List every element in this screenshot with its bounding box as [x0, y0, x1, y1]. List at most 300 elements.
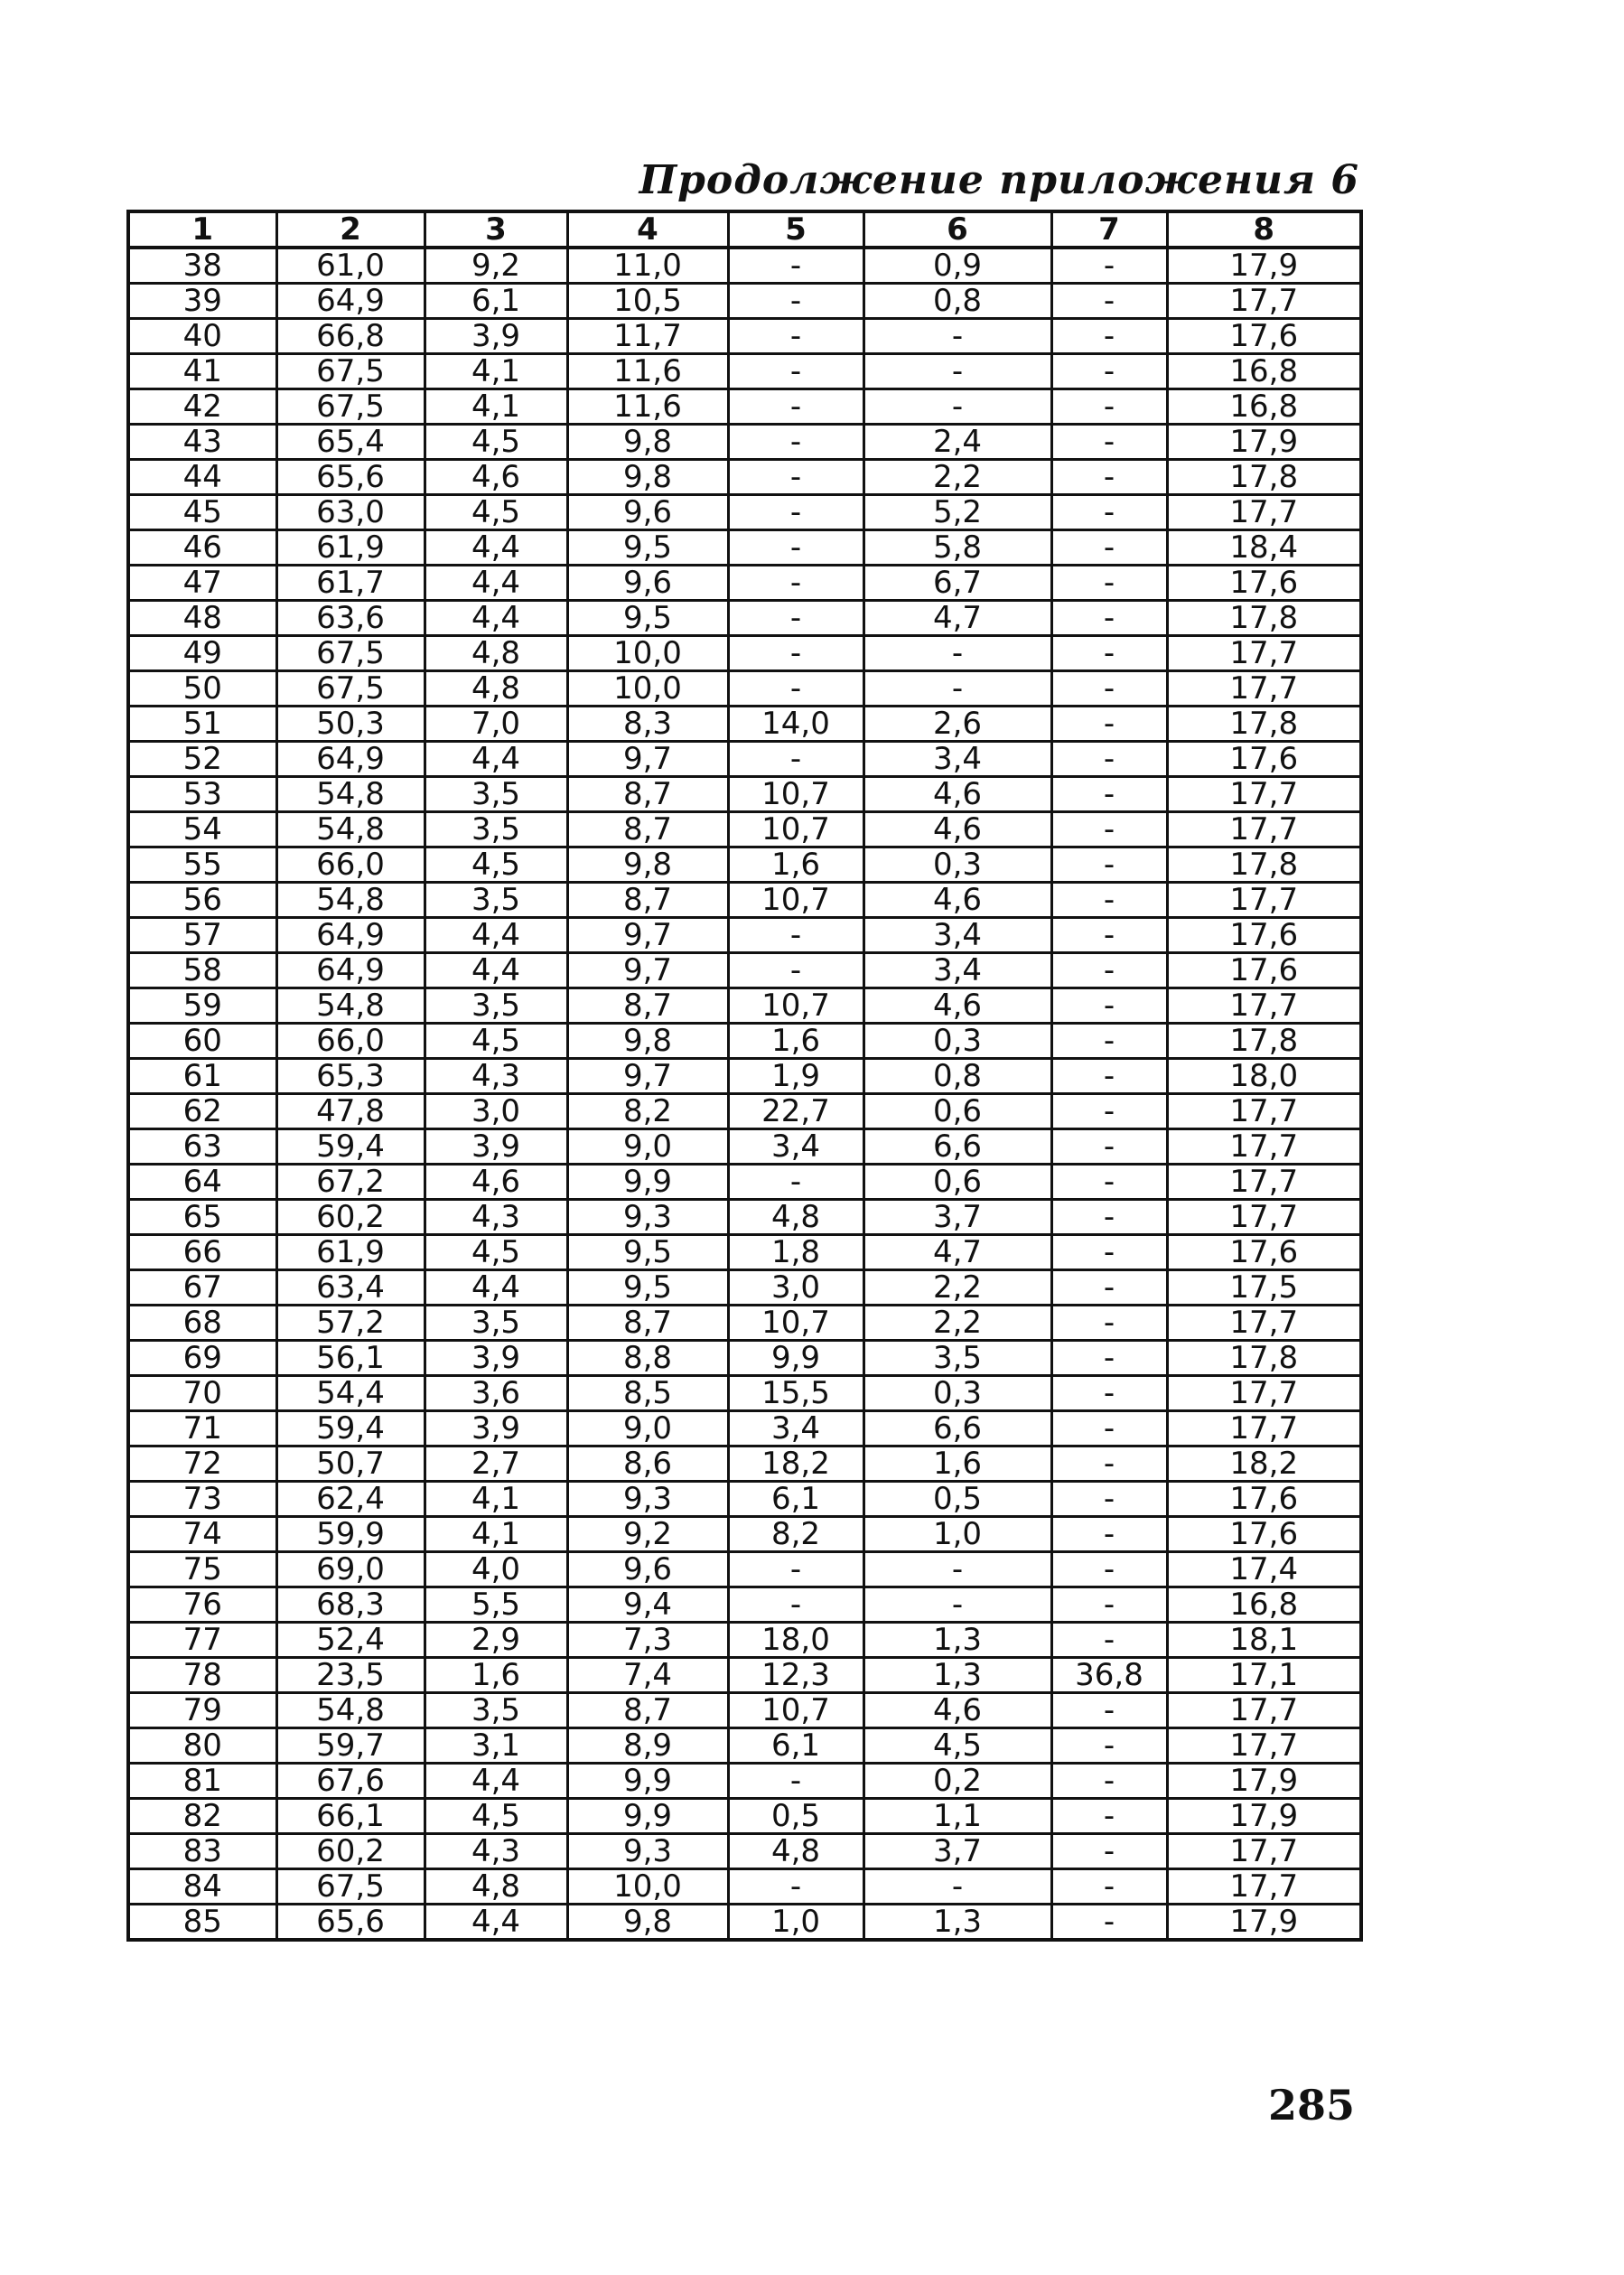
table-cell-col-7: - [1051, 1059, 1167, 1094]
table-cell-col-2: 64,9 [276, 742, 425, 777]
table-cell-col-1: 39 [128, 284, 276, 319]
table-cell-col-3: 3,5 [425, 1693, 567, 1728]
table-row [128, 883, 1361, 918]
table-cell-col-2: 54,8 [276, 1693, 425, 1728]
table-row [128, 1905, 1361, 1941]
table-cell-col-1: 66 [128, 1235, 276, 1270]
table-cell-col-8: 17,7 [1167, 1376, 1361, 1411]
column-header-4: 4 [567, 211, 728, 248]
table-cell-col-2: 61,9 [276, 1235, 425, 1270]
table-cell-col-3: 4,1 [425, 1517, 567, 1552]
table-row [128, 1306, 1361, 1341]
table-row [128, 1552, 1361, 1587]
table-cell-col-8: 17,4 [1167, 1552, 1361, 1587]
table-cell-col-6: 4,5 [863, 1728, 1051, 1764]
table-cell-col-8: 17,8 [1167, 1024, 1361, 1059]
table-cell-col-4: 8,7 [567, 1693, 728, 1728]
table-cell-col-6: - [863, 636, 1051, 671]
table-cell-col-8: 17,7 [1167, 988, 1361, 1024]
table-cell-col-7: - [1051, 1024, 1167, 1059]
table-cell-col-5: 1,9 [728, 1059, 863, 1094]
page-number: 285 [1267, 2081, 1355, 2130]
table-row [128, 671, 1361, 707]
table-cell-col-3: 3,1 [425, 1728, 567, 1764]
table-cell-col-4: 8,7 [567, 883, 728, 918]
table-cell-col-3: 4,6 [425, 460, 567, 495]
table-cell-col-1: 65 [128, 1200, 276, 1235]
table-row [128, 1623, 1361, 1658]
table-cell-col-5: - [728, 1552, 863, 1587]
table-cell-col-8: 17,7 [1167, 812, 1361, 847]
table-cell-col-2: 54,8 [276, 883, 425, 918]
table-cell-col-3: 4,5 [425, 425, 567, 460]
table-cell-col-2: 63,6 [276, 601, 425, 636]
column-header-2: 2 [276, 211, 425, 248]
table-cell-col-7: - [1051, 530, 1167, 566]
table-cell-col-4: 10,0 [567, 671, 728, 707]
table-cell-col-6: 5,8 [863, 530, 1051, 566]
table-cell-col-6: 3,7 [863, 1200, 1051, 1235]
table-cell-col-6: - [863, 1869, 1051, 1905]
table-cell-col-2: 64,9 [276, 918, 425, 953]
table-cell-col-6: 0,3 [863, 1376, 1051, 1411]
table-cell-col-6: 4,6 [863, 988, 1051, 1024]
table-cell-col-7: 36,8 [1051, 1658, 1167, 1693]
table-row [128, 777, 1361, 812]
table-cell-col-3: 3,5 [425, 777, 567, 812]
table-cell-col-1: 49 [128, 636, 276, 671]
table-cell-col-2: 61,9 [276, 530, 425, 566]
table-cell-col-2: 67,5 [276, 671, 425, 707]
table-row [128, 1834, 1361, 1869]
table-cell-col-6: 4,7 [863, 601, 1051, 636]
table-cell-col-8: 17,6 [1167, 1482, 1361, 1517]
table-cell-col-5: 10,7 [728, 1693, 863, 1728]
table-cell-col-2: 60,2 [276, 1200, 425, 1235]
table-cell-col-3: 4,4 [425, 1270, 567, 1306]
table-cell-col-1: 61 [128, 1059, 276, 1094]
table-cell-col-3: 7,0 [425, 707, 567, 742]
table-cell-col-5: 6,1 [728, 1728, 863, 1764]
table-cell-col-5: - [728, 671, 863, 707]
table-cell-col-1: 55 [128, 847, 276, 883]
table-cell-col-2: 52,4 [276, 1623, 425, 1658]
table-cell-col-2: 67,5 [276, 636, 425, 671]
table-row [128, 425, 1361, 460]
table-cell-col-5: - [728, 601, 863, 636]
table-cell-col-7: - [1051, 601, 1167, 636]
table-cell-col-7: - [1051, 1834, 1167, 1869]
table-cell-col-4: 8,8 [567, 1341, 728, 1376]
table-cell-col-6: - [863, 1552, 1051, 1587]
table-cell-col-6: 2,4 [863, 425, 1051, 460]
table-cell-col-3: 3,6 [425, 1376, 567, 1411]
table-cell-col-6: 0,5 [863, 1482, 1051, 1517]
table-cell-col-8: 17,9 [1167, 425, 1361, 460]
table-cell-col-7: - [1051, 847, 1167, 883]
table-cell-col-7: - [1051, 707, 1167, 742]
table-cell-col-3: 3,5 [425, 812, 567, 847]
table-cell-col-5: - [728, 742, 863, 777]
table-cell-col-3: 4,4 [425, 1905, 567, 1941]
table-cell-col-3: 3,9 [425, 1129, 567, 1165]
table-cell-col-7: - [1051, 742, 1167, 777]
table-cell-col-7: - [1051, 1517, 1167, 1552]
table-cell-col-8: 16,8 [1167, 1587, 1361, 1623]
table-cell-col-1: 43 [128, 425, 276, 460]
table-cell-col-1: 41 [128, 354, 276, 389]
table-cell-col-5: - [728, 389, 863, 425]
table-cell-col-2: 59,4 [276, 1411, 425, 1446]
table-cell-col-7: - [1051, 1905, 1167, 1941]
table-cell-col-2: 60,2 [276, 1834, 425, 1869]
table-cell-col-4: 9,5 [567, 1270, 728, 1306]
table-cell-col-2: 47,8 [276, 1094, 425, 1129]
table-cell-col-2: 65,6 [276, 1905, 425, 1941]
column-header-8: 8 [1167, 211, 1361, 248]
table-cell-col-4: 9,9 [567, 1764, 728, 1799]
table-cell-col-2: 56,1 [276, 1341, 425, 1376]
table-cell-col-1: 60 [128, 1024, 276, 1059]
table-cell-col-6: - [863, 1587, 1051, 1623]
table-cell-col-1: 44 [128, 460, 276, 495]
table-cell-col-3: 3,9 [425, 1341, 567, 1376]
table-row [128, 1764, 1361, 1799]
table-cell-col-6: 2,2 [863, 1270, 1051, 1306]
table-cell-col-8: 17,7 [1167, 1306, 1361, 1341]
table-cell-col-3: 4,5 [425, 1024, 567, 1059]
table-caption: Продолжение приложения 6 [639, 157, 1359, 203]
table-cell-col-1: 40 [128, 319, 276, 354]
table-cell-col-8: 17,8 [1167, 847, 1361, 883]
table-cell-col-3: 4,1 [425, 354, 567, 389]
table-cell-col-6: 4,6 [863, 777, 1051, 812]
table-cell-col-8: 17,6 [1167, 1235, 1361, 1270]
table-cell-col-4: 9,5 [567, 1235, 728, 1270]
table-cell-col-1: 57 [128, 918, 276, 953]
table-cell-col-6: 1,6 [863, 1446, 1051, 1482]
table-cell-col-8: 18,0 [1167, 1059, 1361, 1094]
table-cell-col-2: 61,0 [276, 248, 425, 284]
table-cell-col-7: - [1051, 777, 1167, 812]
table-cell-col-5: - [728, 918, 863, 953]
table-cell-col-3: 4,8 [425, 671, 567, 707]
table-row [128, 566, 1361, 601]
table-cell-col-7: - [1051, 1270, 1167, 1306]
table-cell-col-5: 6,1 [728, 1482, 863, 1517]
table-cell-col-5: - [728, 1587, 863, 1623]
table-cell-col-5: 15,5 [728, 1376, 863, 1411]
table-cell-col-2: 50,3 [276, 707, 425, 742]
table-cell-col-3: 4,0 [425, 1552, 567, 1587]
table-cell-col-8: 17,6 [1167, 319, 1361, 354]
table-cell-col-4: 9,2 [567, 1517, 728, 1552]
table-cell-col-3: 2,7 [425, 1446, 567, 1482]
table-cell-col-3: 3,0 [425, 1094, 567, 1129]
table-cell-col-3: 4,4 [425, 566, 567, 601]
table-cell-col-3: 4,5 [425, 847, 567, 883]
table-cell-col-5: 1,6 [728, 1024, 863, 1059]
table-cell-col-7: - [1051, 812, 1167, 847]
table-cell-col-7: - [1051, 953, 1167, 988]
table-cell-col-2: 64,9 [276, 284, 425, 319]
table-cell-col-8: 17,6 [1167, 1517, 1361, 1552]
table-cell-col-3: 4,1 [425, 389, 567, 425]
table-cell-col-1: 54 [128, 812, 276, 847]
table-cell-col-4: 8,7 [567, 777, 728, 812]
table-cell-col-1: 59 [128, 988, 276, 1024]
table-cell-col-3: 3,9 [425, 319, 567, 354]
table-cell-col-7: - [1051, 988, 1167, 1024]
table-cell-col-4: 9,7 [567, 953, 728, 988]
table-cell-col-6: 1,3 [863, 1623, 1051, 1658]
table-cell-col-8: 17,7 [1167, 284, 1361, 319]
table-cell-col-8: 17,6 [1167, 566, 1361, 601]
table-cell-col-6: - [863, 671, 1051, 707]
table-cell-col-8: 17,7 [1167, 1411, 1361, 1446]
table-cell-col-6: 0,6 [863, 1094, 1051, 1129]
table-row [128, 284, 1361, 319]
table-row [128, 1129, 1361, 1165]
table-cell-col-1: 52 [128, 742, 276, 777]
table-cell-col-8: 17,9 [1167, 1799, 1361, 1834]
column-header-3: 3 [425, 211, 567, 248]
column-header-1: 1 [128, 211, 276, 248]
table-cell-col-1: 78 [128, 1658, 276, 1693]
table-cell-col-5: 3,4 [728, 1411, 863, 1446]
table-cell-col-6: - [863, 319, 1051, 354]
table-cell-col-7: - [1051, 1200, 1167, 1235]
table-cell-col-5: - [728, 1764, 863, 1799]
table-cell-col-4: 8,5 [567, 1376, 728, 1411]
table-cell-col-8: 17,7 [1167, 1094, 1361, 1129]
table-cell-col-6: 0,3 [863, 847, 1051, 883]
table-cell-col-6: 6,7 [863, 566, 1051, 601]
table-cell-col-7: - [1051, 1129, 1167, 1165]
table-cell-col-7: - [1051, 1587, 1167, 1623]
table-cell-col-2: 61,7 [276, 566, 425, 601]
table-cell-col-7: - [1051, 883, 1167, 918]
table-row [128, 847, 1361, 883]
table-cell-col-2: 65,6 [276, 460, 425, 495]
table-cell-col-8: 17,7 [1167, 671, 1361, 707]
table-cell-col-1: 38 [128, 248, 276, 284]
table-cell-col-8: 16,8 [1167, 354, 1361, 389]
table-cell-col-3: 4,4 [425, 742, 567, 777]
table-cell-col-3: 3,5 [425, 1306, 567, 1341]
table-cell-col-3: 4,4 [425, 1764, 567, 1799]
table-cell-col-6: 3,5 [863, 1341, 1051, 1376]
table-cell-col-1: 45 [128, 495, 276, 530]
table-cell-col-6: 3,4 [863, 918, 1051, 953]
table-cell-col-2: 54,4 [276, 1376, 425, 1411]
table-cell-col-4: 9,4 [567, 1587, 728, 1623]
table-cell-col-1: 83 [128, 1834, 276, 1869]
table-cell-col-7: - [1051, 1235, 1167, 1270]
table-cell-col-5: - [728, 284, 863, 319]
column-header-7: 7 [1051, 211, 1167, 248]
table-cell-col-1: 56 [128, 883, 276, 918]
table-cell-col-5: - [728, 636, 863, 671]
table-cell-col-7: - [1051, 1094, 1167, 1129]
table-cell-col-2: 63,0 [276, 495, 425, 530]
table-cell-col-1: 58 [128, 953, 276, 988]
table-cell-col-6: - [863, 354, 1051, 389]
table-cell-col-6: 4,6 [863, 883, 1051, 918]
table-cell-col-8: 17,8 [1167, 707, 1361, 742]
table-row [128, 1094, 1361, 1129]
table-cell-col-6: 0,3 [863, 1024, 1051, 1059]
table-cell-col-2: 67,5 [276, 389, 425, 425]
table-cell-col-5: - [728, 1165, 863, 1200]
table-row [128, 1658, 1361, 1693]
table-row [128, 1235, 1361, 1270]
table-cell-col-1: 79 [128, 1693, 276, 1728]
table-cell-col-5: - [728, 248, 863, 284]
table-cell-col-8: 16,8 [1167, 389, 1361, 425]
table-row [128, 1376, 1361, 1411]
table-cell-col-7: - [1051, 1869, 1167, 1905]
table-cell-col-4: 9,7 [567, 742, 728, 777]
table-cell-col-2: 59,4 [276, 1129, 425, 1165]
table-row [128, 1446, 1361, 1482]
table-cell-col-1: 48 [128, 601, 276, 636]
table-cell-col-4: 10,0 [567, 1869, 728, 1905]
table-row [128, 1799, 1361, 1834]
table-row [128, 636, 1361, 671]
table-body [128, 248, 1361, 1940]
table-cell-col-4: 9,5 [567, 530, 728, 566]
table-cell-col-7: - [1051, 1341, 1167, 1376]
table-cell-col-8: 17,7 [1167, 495, 1361, 530]
table-cell-col-8: 17,7 [1167, 1834, 1361, 1869]
table-cell-col-4: 9,8 [567, 425, 728, 460]
table-cell-col-5: 1,0 [728, 1905, 863, 1941]
table-cell-col-7: - [1051, 1165, 1167, 1200]
table-cell-col-3: 4,4 [425, 530, 567, 566]
table-cell-col-2: 67,5 [276, 1869, 425, 1905]
table-cell-col-3: 4,1 [425, 1482, 567, 1517]
table-cell-col-5: 10,7 [728, 883, 863, 918]
table-cell-col-1: 80 [128, 1728, 276, 1764]
table-cell-col-6: 1,3 [863, 1658, 1051, 1693]
table-cell-col-7: - [1051, 354, 1167, 389]
table-cell-col-6: 4,6 [863, 1693, 1051, 1728]
table-cell-col-1: 76 [128, 1587, 276, 1623]
table-cell-col-1: 74 [128, 1517, 276, 1552]
table-row [128, 1024, 1361, 1059]
table-cell-col-6: 0,8 [863, 284, 1051, 319]
table-cell-col-4: 9,0 [567, 1411, 728, 1446]
table-cell-col-3: 4,8 [425, 1869, 567, 1905]
table-cell-col-8: 17,7 [1167, 1869, 1361, 1905]
table-cell-col-8: 17,8 [1167, 1341, 1361, 1376]
table-cell-col-5: 3,4 [728, 1129, 863, 1165]
table-cell-col-7: - [1051, 319, 1167, 354]
table-cell-col-4: 11,7 [567, 319, 728, 354]
table-cell-col-2: 23,5 [276, 1658, 425, 1693]
table-cell-col-7: - [1051, 460, 1167, 495]
table-cell-col-3: 4,4 [425, 601, 567, 636]
table-cell-col-3: 4,3 [425, 1200, 567, 1235]
table-cell-col-3: 4,5 [425, 1799, 567, 1834]
table-cell-col-6: 0,9 [863, 248, 1051, 284]
table-cell-col-1: 50 [128, 671, 276, 707]
table-cell-col-4: 9,8 [567, 847, 728, 883]
table-cell-col-4: 8,2 [567, 1094, 728, 1129]
table-row [128, 354, 1361, 389]
table-cell-col-8: 17,6 [1167, 953, 1361, 988]
table-cell-col-2: 66,0 [276, 847, 425, 883]
table-cell-col-4: 10,0 [567, 636, 728, 671]
table-cell-col-6: 1,1 [863, 1799, 1051, 1834]
table-cell-col-1: 42 [128, 389, 276, 425]
table-cell-col-7: - [1051, 1623, 1167, 1658]
table-cell-col-5: 8,2 [728, 1517, 863, 1552]
table-cell-col-2: 62,4 [276, 1482, 425, 1517]
table-cell-col-5: 10,7 [728, 988, 863, 1024]
table-row [128, 707, 1361, 742]
table-row [128, 988, 1361, 1024]
table-cell-col-2: 59,7 [276, 1728, 425, 1764]
table-cell-col-5: 12,3 [728, 1658, 863, 1693]
table-row [128, 1517, 1361, 1552]
table-cell-col-5: - [728, 460, 863, 495]
table-cell-col-2: 67,6 [276, 1764, 425, 1799]
table-cell-col-2: 65,4 [276, 425, 425, 460]
table-cell-col-6: 0,2 [863, 1764, 1051, 1799]
table-cell-col-6: 3,7 [863, 1834, 1051, 1869]
table-cell-col-4: 10,5 [567, 284, 728, 319]
table-cell-col-8: 17,9 [1167, 1905, 1361, 1941]
table-cell-col-8: 17,6 [1167, 918, 1361, 953]
table-cell-col-2: 68,3 [276, 1587, 425, 1623]
table-cell-col-1: 73 [128, 1482, 276, 1517]
table-row [128, 460, 1361, 495]
table-cell-col-3: 4,3 [425, 1059, 567, 1094]
table-cell-col-8: 17,7 [1167, 636, 1361, 671]
table-cell-col-6: 0,6 [863, 1165, 1051, 1200]
table-row [128, 1869, 1361, 1905]
table-cell-col-5: - [728, 566, 863, 601]
table-cell-col-5: - [728, 495, 863, 530]
table-cell-col-5: 0,5 [728, 1799, 863, 1834]
table-cell-col-1: 67 [128, 1270, 276, 1306]
table-cell-col-2: 67,5 [276, 354, 425, 389]
table-cell-col-7: - [1051, 248, 1167, 284]
table-cell-col-2: 54,8 [276, 777, 425, 812]
table-row [128, 812, 1361, 847]
table-cell-col-1: 77 [128, 1623, 276, 1658]
table-row [128, 1270, 1361, 1306]
table-cell-col-2: 50,7 [276, 1446, 425, 1482]
table-cell-col-5: 10,7 [728, 812, 863, 847]
table-cell-col-3: 4,5 [425, 495, 567, 530]
table-row [128, 1341, 1361, 1376]
table-cell-col-5: - [728, 354, 863, 389]
table-row [128, 389, 1361, 425]
table-cell-col-4: 9,7 [567, 1059, 728, 1094]
table-cell-col-2: 65,3 [276, 1059, 425, 1094]
table-cell-col-3: 9,2 [425, 248, 567, 284]
table-cell-col-8: 17,7 [1167, 1728, 1361, 1764]
table-cell-col-5: 4,8 [728, 1834, 863, 1869]
table-cell-col-5: - [728, 953, 863, 988]
table-cell-col-4: 9,3 [567, 1482, 728, 1517]
table-cell-col-7: - [1051, 671, 1167, 707]
table-cell-col-1: 69 [128, 1341, 276, 1376]
table-cell-col-6: - [863, 389, 1051, 425]
